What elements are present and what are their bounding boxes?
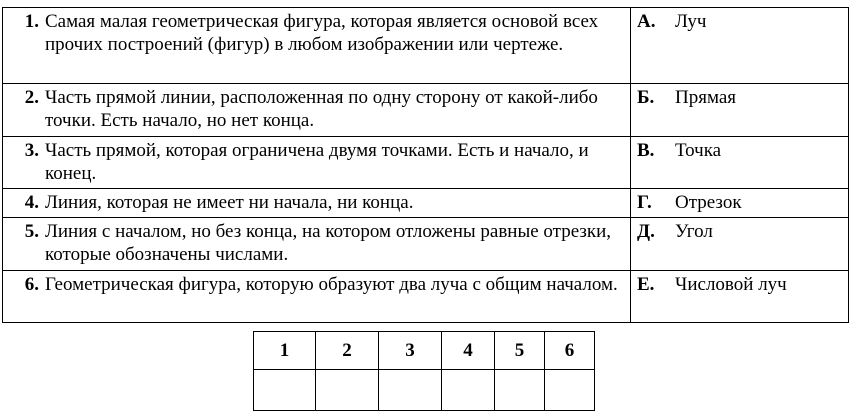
statement-cell — [3, 84, 631, 137]
statement-cell — [3, 271, 631, 323]
answer-grid-header: 2 — [316, 332, 379, 370]
answer-grid-cell[interactable] — [495, 370, 545, 411]
answer-grid — [253, 331, 595, 411]
answer-letter: А. — [637, 11, 656, 32]
answer-letter: Г. — [637, 192, 652, 213]
table-row — [3, 8, 849, 84]
answer-letter: Д. — [637, 221, 655, 242]
answer-grid-cell[interactable] — [545, 370, 595, 411]
statement-cell — [3, 137, 631, 189]
answer-grid-input-row — [254, 370, 595, 411]
answer-grid-cell[interactable] — [316, 370, 379, 411]
statement-cell — [3, 189, 631, 218]
statement-text: Линия с началом, но без конца, на котором отложены равные отрезки, которые обозначены числами. — [45, 221, 612, 265]
answer-grid-cell[interactable] — [442, 370, 495, 411]
answer-grid-cell[interactable] — [254, 370, 316, 411]
table-row — [3, 271, 849, 323]
table-row — [3, 218, 849, 271]
statement-number: 1. — [24, 11, 39, 32]
answer-grid-header: 3 — [379, 332, 442, 370]
statement-number: 6. — [24, 274, 39, 295]
answer-cell — [631, 84, 849, 137]
answer-cell — [631, 189, 849, 218]
table-row — [3, 84, 849, 137]
answer-grid-header: 5 — [495, 332, 545, 370]
statement-text: Самая малая геометрическая фигура, которая является основой всех прочих построений (фигур) в любом изображении или чертеже. — [45, 11, 599, 55]
answer-grid-header: 6 — [545, 332, 595, 370]
answer-grid-header-row — [254, 332, 595, 370]
answer-cell — [631, 271, 849, 323]
answer-term: Числовой луч — [675, 274, 787, 295]
answer-letter: В. — [637, 140, 655, 161]
answer-term: Угол — [675, 221, 713, 242]
matching-table — [2, 7, 849, 323]
statement-cell — [3, 8, 631, 84]
table-row — [3, 189, 849, 218]
answer-term: Точка — [675, 140, 722, 161]
answer-term: Луч — [675, 11, 707, 32]
answer-letter: Б. — [637, 87, 655, 108]
statement-number: 4. — [24, 192, 39, 213]
statement-text: Геометрическая фигура, которую образуют два луча с общим началом. — [45, 274, 618, 295]
answer-term: Отрезок — [675, 192, 742, 213]
statement-number: 3. — [24, 140, 39, 161]
answer-grid-header: 4 — [442, 332, 495, 370]
statement-number: 2. — [24, 87, 39, 108]
statement-text: Линия, которая не имеет ни начала, ни конца. — [45, 192, 414, 213]
answer-cell — [631, 218, 849, 271]
table-row — [3, 137, 849, 189]
answer-term: Прямая — [675, 87, 737, 108]
answer-cell — [631, 137, 849, 189]
answer-cell — [631, 8, 849, 84]
answer-grid-cell[interactable] — [379, 370, 442, 411]
statement-text: Часть прямой линии, расположенная по одну сторону от какой-либо точки. Есть начало, но нет конца. — [45, 87, 598, 131]
statement-text: Часть прямой, которая ограничена двумя точками. Есть и начало, и конец. — [45, 140, 589, 184]
statement-number: 5. — [24, 221, 39, 242]
statement-cell — [3, 218, 631, 271]
answer-letter: Е. — [637, 274, 655, 295]
answer-grid-header: 1 — [254, 332, 316, 370]
